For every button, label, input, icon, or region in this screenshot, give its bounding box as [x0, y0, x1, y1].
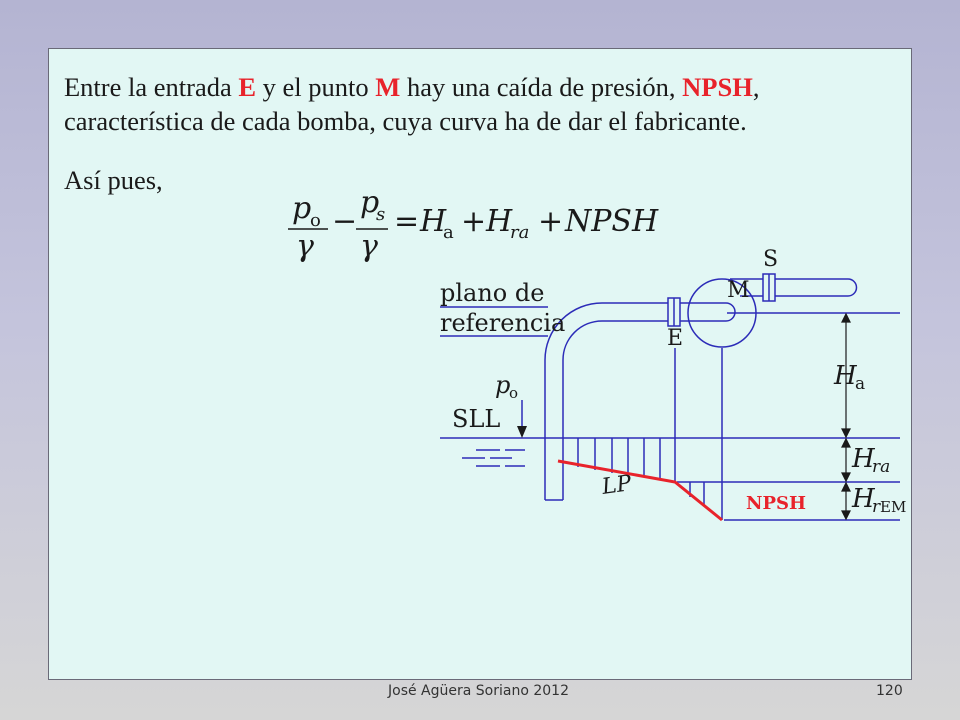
elbow-inner	[563, 321, 668, 360]
label-HrEM-sub-r: r	[872, 497, 881, 517]
dim-HrEM-arrow-bottom	[842, 511, 850, 519]
label-M: M	[727, 278, 750, 303]
eq-sub-o: o	[310, 210, 321, 231]
dim-Hra-arrow-top	[842, 439, 850, 447]
label-Hra: H	[852, 444, 875, 474]
pump-eye	[703, 303, 735, 321]
eq-sub-a: a	[443, 222, 454, 243]
eq-gamma-1: γ	[296, 229, 314, 264]
label-SLL: SLL	[452, 405, 501, 433]
label-npsh: NPSH	[746, 493, 806, 514]
eq-sub-ra: ra	[510, 222, 530, 243]
energy-line	[558, 461, 722, 520]
label-referencia: referencia	[440, 309, 566, 337]
label-Ha: H	[834, 361, 857, 391]
discharge-pipe-end	[848, 279, 857, 296]
label-HrEM: H	[852, 484, 875, 514]
eq-gamma-2: γ	[360, 229, 378, 264]
point-m-label: M	[375, 72, 401, 102]
asi-pues-text: Así pues,	[64, 165, 163, 195]
label-S: S	[763, 247, 779, 272]
diagram-labels	[440, 247, 906, 517]
eq-equals: =	[394, 204, 420, 239]
paragraph-text-4: , característica de cada bomba, cuya curva ha de dar el fabricante.	[64, 72, 760, 136]
eq-plus-2: +	[538, 204, 564, 239]
eq-p-o: p	[292, 191, 312, 226]
paragraph-text-1: Entre la entrada	[64, 72, 239, 102]
eq-H-ra: H	[486, 204, 513, 239]
eq-H-a: H	[420, 204, 447, 239]
npsh-term: NPSH	[682, 72, 753, 102]
label-p0-sub: o	[509, 384, 519, 402]
dim-Ha-arrow-bottom	[842, 429, 850, 437]
label-p0: p	[495, 371, 511, 399]
label-Ha-sub: a	[855, 374, 866, 394]
equation	[288, 185, 659, 264]
label-LP: LP	[600, 471, 633, 500]
label-plano-de: plano de	[440, 279, 545, 307]
dim-Ha-arrow-top	[842, 314, 850, 322]
label-HrEM-sub-EM: EM	[880, 498, 907, 516]
paragraph-text-3: hay una caída de presión,	[400, 72, 683, 102]
eq-minus: −	[332, 204, 358, 239]
dim-HrEM-arrow-top	[842, 483, 850, 491]
p0-arrowhead	[517, 426, 527, 438]
label-E: E	[667, 326, 684, 351]
eq-npsh: NPSH	[565, 204, 659, 239]
eq-p-s: p	[360, 185, 380, 220]
eq-plus-1: +	[461, 204, 487, 239]
label-Hra-sub: ra	[872, 457, 891, 477]
eq-sub-s: s	[376, 204, 386, 225]
entry-point-label: E	[238, 72, 257, 102]
footer-author: José Agüera Soriano 2012	[388, 683, 569, 699]
dimension-arrows	[842, 314, 850, 519]
footer-page-number: 120	[876, 683, 903, 699]
dim-Hra-arrow-bottom	[842, 473, 850, 481]
paragraph-text-2: y el punto	[256, 72, 376, 102]
